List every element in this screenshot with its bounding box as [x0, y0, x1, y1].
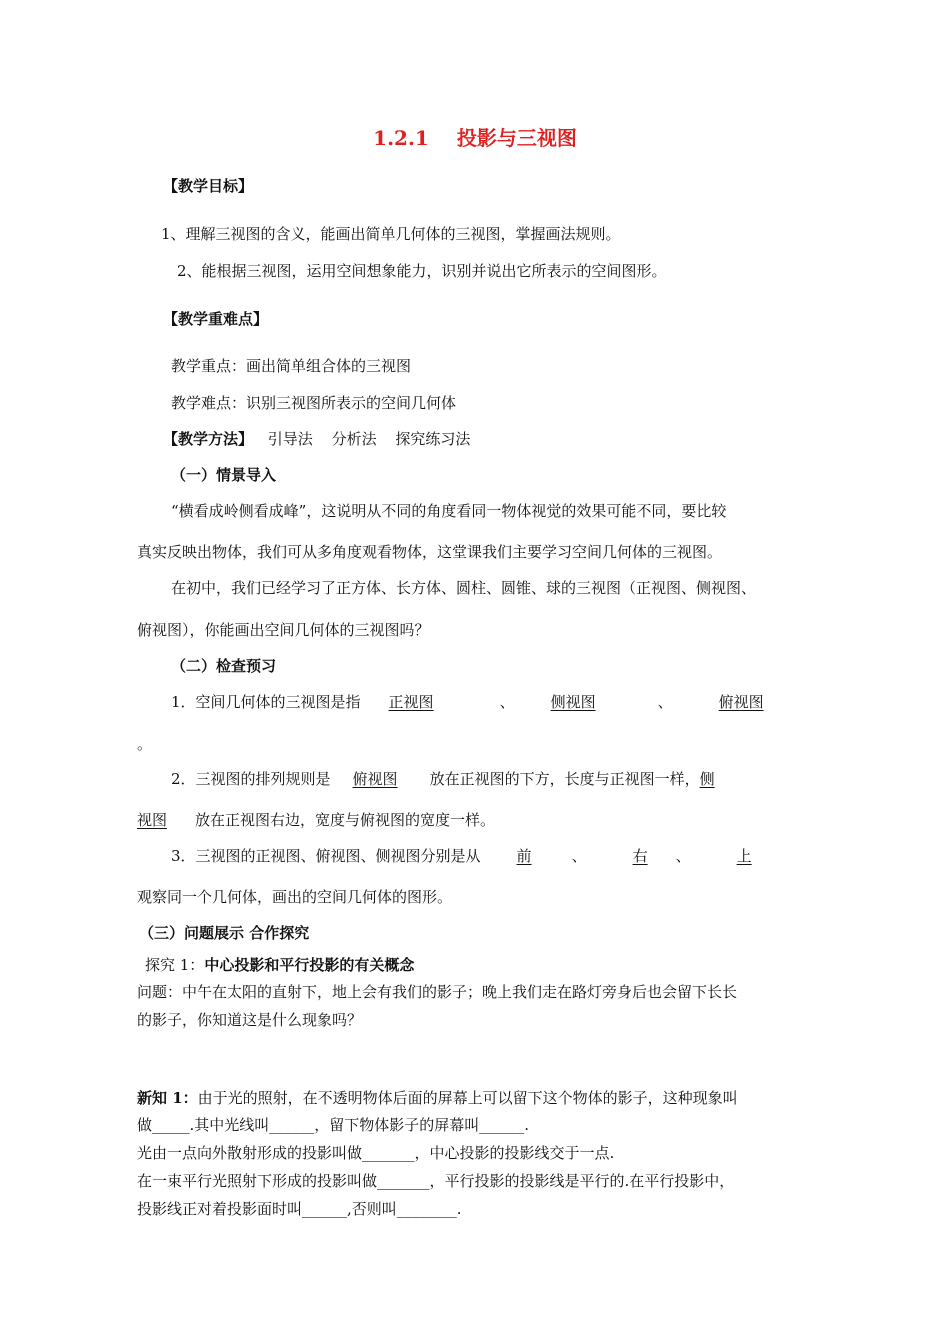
method-1: 引导法: [267, 430, 313, 448]
intro-para1-line2: 真实反映出物体，我们可从多角度观看物体，这堂课我们主要学习空间几何体的三视图。: [137, 543, 723, 561]
intro-para2-line2: 俯视图），你能画出空间几何体的三视图吗？: [137, 621, 430, 639]
q3-answer-1: 前: [516, 847, 532, 865]
key-point: 教学重点：画出简单组合体的三视图: [171, 357, 412, 375]
newknow-line-2: 做_____.其中光线叫______，留下物体影子的屏幕叫______.: [137, 1116, 530, 1134]
methods-line: [163, 429, 470, 449]
q2-answer-1: 俯视图: [352, 770, 398, 788]
q3-answer-3: 上: [736, 847, 752, 865]
question-2-cont: [137, 810, 495, 830]
q3-prefix: 3．三视图的正视图、俯视图、侧视图分别是从: [171, 847, 481, 865]
question-1: [171, 692, 764, 712]
goals-heading: 【教学目标】: [163, 177, 254, 195]
newknow-line-1: [137, 1088, 738, 1108]
q2-prefix: 2．三视图的排列规则是: [171, 770, 331, 788]
q1-answer-2: 侧视图: [550, 693, 596, 711]
section1-heading: （一）情景导入: [171, 466, 277, 484]
method-3: 探究练习法: [395, 430, 471, 448]
question-2: [171, 769, 715, 789]
q2-mid: 放在正视图的下方，长度与正视图一样，: [429, 770, 700, 788]
question-line-1: 问题：中午在太阳的直射下，地上会有我们的影子；晚上我们走在路灯旁身后也会留下长长: [137, 983, 738, 1001]
q3-sep: 、: [675, 847, 691, 865]
methods-heading: 【教学方法】: [163, 430, 254, 448]
newknow-line-4: 在一束平行光照射下形成的投影叫做_______，平行投影的投影线是平行的.在平行投影中，: [137, 1172, 735, 1190]
q1-prefix: 1．空间几何体的三视图是指: [171, 693, 361, 711]
q1-answer-3: 俯视图: [718, 693, 764, 711]
goal-item-1: 1、理解三视图的含义，能画出简单几何体的三视图，掌握画法规则。: [161, 225, 621, 243]
newknow-line-5: 投影线正对着投影面时叫______,否则叫________.: [137, 1200, 462, 1218]
q2-answer-2a: 侧: [699, 770, 715, 788]
intro-para2-line1: 在初中，我们已经学习了正方体、长方体、圆柱、圆锥、球的三视图（正视图、侧视图、: [171, 579, 757, 597]
page-title: [0, 124, 950, 152]
q3-answer-2: 右: [632, 847, 648, 865]
question-line-2: 的影子，你知道这是什么现象吗？: [137, 1011, 363, 1029]
intro-para1-line1: “横看成岭侧看成峰”，这说明从不同的角度看同一物体视觉的效果可能不同，要比较: [171, 502, 727, 520]
explore-1: [145, 955, 414, 975]
q2-end: 放在正视图右边，宽度与俯视图的宽度一样。: [195, 811, 496, 829]
q1-end: 。: [137, 735, 153, 753]
newknow-text-1: 由于光的照射，在不透明物体后面的屏幕上可以留下这个物体的影子，这种现象叫: [197, 1089, 738, 1107]
question-3: [171, 846, 752, 866]
keypoints-heading: 【教学重难点】: [163, 310, 269, 328]
section2-heading: （二）检查预习: [171, 657, 277, 675]
newknow-line-3: 光由一点向外散射形成的投影叫做_______，中心投影的投影线交于一点.: [137, 1144, 615, 1162]
q1-sep: 、: [499, 693, 515, 711]
difficult-point: 教学难点：识别三视图所表示的空间几何体: [171, 394, 457, 412]
section3-heading: （三）问题展示 合作探究: [139, 924, 310, 942]
goal-item-2: 2、能根据三视图，运用空间想象能力，识别并说出它所表示的空间图形。: [177, 262, 667, 280]
q3-end: 观察同一个几何体，画出的空间几何体的图形。: [137, 888, 453, 906]
section-number: 1.2.1: [373, 126, 429, 150]
method-2: 分析法: [331, 430, 377, 448]
explore-title: 中心投影和平行投影的有关概念: [204, 956, 415, 974]
title-text: 投影与三视图: [456, 126, 577, 150]
newknow-label: 新知 1：: [137, 1089, 198, 1107]
q1-sep: 、: [657, 693, 673, 711]
explore-label: 探究 1：: [145, 956, 205, 974]
q1-answer-1: 正视图: [388, 693, 434, 711]
q2-answer-2b: 视图: [137, 811, 168, 829]
q3-sep: 、: [571, 847, 587, 865]
